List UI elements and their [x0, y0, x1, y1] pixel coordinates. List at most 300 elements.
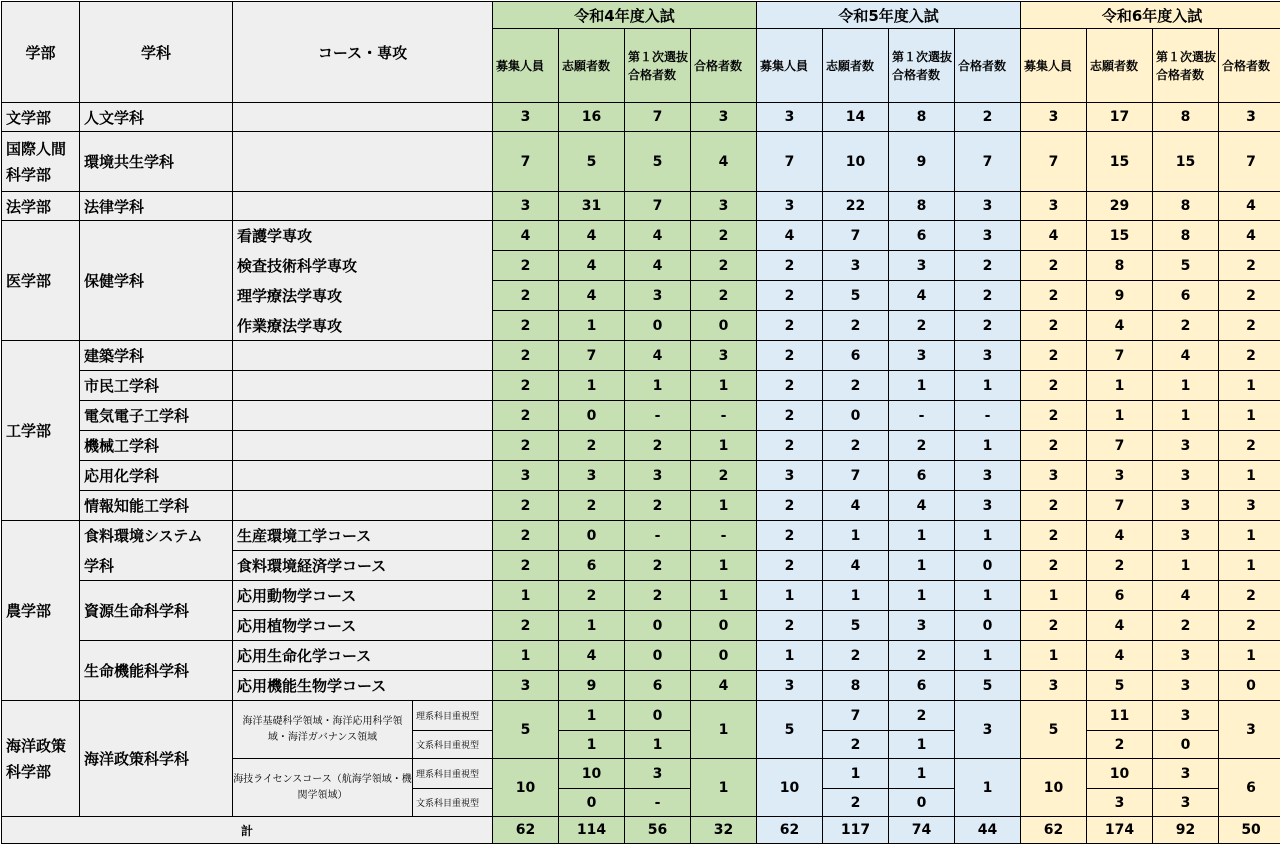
total-value-cell: 44	[955, 817, 1021, 844]
value-cell: 3	[691, 341, 757, 371]
total-value-cell: 114	[559, 817, 625, 844]
value-cell: 1	[559, 731, 625, 759]
subject-cell: 機械工学科	[80, 431, 233, 461]
value-cell: 3	[1153, 671, 1219, 701]
value-cell: 10	[559, 759, 625, 789]
value-cell: 3	[1021, 461, 1087, 491]
value-cell: 5	[823, 611, 889, 641]
value-cell: 3	[1153, 759, 1219, 789]
value-cell: 0	[691, 641, 757, 671]
value-cell: 3	[889, 251, 955, 281]
admission-results-table	[1, 1, 1280, 844]
value-cell: 2	[493, 431, 559, 461]
value-cell: 3	[1153, 461, 1219, 491]
value-cell: 4	[757, 221, 823, 251]
value-cell: 2	[1219, 251, 1280, 281]
value-cell: 16	[559, 103, 625, 132]
header-year-r4: 令和4年度入試	[493, 2, 757, 29]
table-row	[2, 701, 1280, 731]
value-cell: 1	[1219, 461, 1280, 491]
value-cell: 2	[493, 281, 559, 311]
subheader-applicants: 志願者数	[823, 29, 889, 103]
value-cell: 2	[823, 789, 889, 817]
value-cell: 2	[1087, 551, 1153, 581]
value-cell: 2	[757, 281, 823, 311]
value-cell: 7	[493, 132, 559, 192]
value-cell: 3	[1153, 431, 1219, 461]
value-cell: 2	[955, 311, 1021, 341]
value-cell: 1	[955, 521, 1021, 551]
course-cell: 生産環境工学コース	[233, 521, 493, 551]
type-science-label: 理系科目重視型	[413, 701, 493, 731]
subheader-first-pass: 第１次選抜合格者数	[1153, 29, 1219, 103]
table-row	[2, 641, 1280, 671]
value-cell: 4	[889, 281, 955, 311]
value-cell: 2	[1219, 341, 1280, 371]
value-cell: 7	[1087, 341, 1153, 371]
value-cell: 0	[691, 611, 757, 641]
value-cell: 0	[559, 521, 625, 551]
type-literature-label: 文系科目重視型	[413, 731, 493, 759]
total-value-cell: 74	[889, 817, 955, 844]
value-cell: 2	[1021, 491, 1087, 521]
value-cell: 3	[625, 281, 691, 311]
value-cell: 5	[1087, 671, 1153, 701]
total-value-cell: 62	[493, 817, 559, 844]
course-cell: 応用動物学コース	[233, 581, 493, 611]
course-cell: 作業療法学専攻	[233, 311, 493, 341]
dept-cell: 国際人間科学部	[2, 132, 80, 192]
value-cell: 2	[1021, 371, 1087, 401]
value-cell: 3	[1087, 461, 1153, 491]
value-cell: 6	[1087, 581, 1153, 611]
value-cell: 3	[955, 701, 1021, 759]
value-cell: 10	[1021, 759, 1087, 817]
course-cell: 海洋基礎科学領域・海洋応用科学領域・海洋ガバナンス領域	[233, 701, 413, 759]
value-cell: 7	[625, 192, 691, 221]
value-cell: 3	[493, 103, 559, 132]
table-row	[2, 371, 1280, 401]
value-cell: 4	[625, 251, 691, 281]
value-cell: 4	[1087, 641, 1153, 671]
value-cell: 3	[691, 103, 757, 132]
value-cell: 22	[823, 192, 889, 221]
value-cell: 2	[691, 461, 757, 491]
table-row	[2, 221, 1280, 251]
value-cell: 8	[823, 671, 889, 701]
header-course: コース・専攻	[233, 2, 493, 103]
value-cell: 3	[823, 251, 889, 281]
table-row	[2, 401, 1280, 431]
value-cell: 1	[1087, 401, 1153, 431]
value-cell: 1	[955, 371, 1021, 401]
value-cell: 1	[691, 371, 757, 401]
value-cell: 1	[1087, 371, 1153, 401]
value-cell: 1	[625, 731, 691, 759]
value-cell: 1	[1219, 371, 1280, 401]
value-cell: 4	[625, 341, 691, 371]
subject-cell: 法律学科	[80, 192, 233, 221]
value-cell: 7	[823, 221, 889, 251]
value-cell: 2	[1021, 251, 1087, 281]
value-cell: 3	[1021, 192, 1087, 221]
value-cell: 2	[823, 311, 889, 341]
value-cell: 4	[1153, 341, 1219, 371]
value-cell: 1	[1219, 641, 1280, 671]
value-cell: 0	[1153, 731, 1219, 759]
value-cell: 1	[691, 759, 757, 817]
value-cell: 2	[889, 701, 955, 731]
value-cell: 7	[955, 132, 1021, 192]
table-row	[2, 431, 1280, 461]
value-cell: 2	[493, 341, 559, 371]
value-cell: 0	[625, 641, 691, 671]
value-cell: 2	[757, 311, 823, 341]
subheader-passed: 合格者数	[691, 29, 757, 103]
value-cell: 1	[889, 759, 955, 789]
value-cell: 3	[757, 192, 823, 221]
value-cell: 4	[559, 281, 625, 311]
value-cell: 3	[889, 611, 955, 641]
course-cell: 食料環境経済学コース	[233, 551, 493, 581]
value-cell: 5	[559, 132, 625, 192]
value-cell: 10	[823, 132, 889, 192]
value-cell: 3	[955, 221, 1021, 251]
subheader-passed: 合格者数	[955, 29, 1021, 103]
value-cell: 2	[1219, 281, 1280, 311]
value-cell: 2	[625, 551, 691, 581]
value-cell: 0	[1219, 671, 1280, 701]
table-row	[2, 341, 1280, 371]
value-cell: 7	[1087, 431, 1153, 461]
subheader-applicants: 志願者数	[1087, 29, 1153, 103]
value-cell: 2	[1021, 431, 1087, 461]
value-cell: 7	[1219, 132, 1280, 192]
value-cell: 1	[559, 701, 625, 731]
value-cell: 29	[1087, 192, 1153, 221]
value-cell: 3	[493, 671, 559, 701]
value-cell: 0	[691, 311, 757, 341]
value-cell: 2	[1219, 581, 1280, 611]
subheader-quota: 募集人員	[493, 29, 559, 103]
value-cell: 3	[1021, 103, 1087, 132]
subject-cell: 学科	[80, 551, 233, 581]
value-cell: 4	[823, 491, 889, 521]
value-cell: 0	[559, 401, 625, 431]
dept-cell: 農学部	[2, 521, 80, 701]
value-cell: 3	[493, 192, 559, 221]
table-row	[2, 103, 1280, 132]
value-cell: 0	[823, 401, 889, 431]
header-dept: 学部	[2, 2, 80, 103]
value-cell: 2	[559, 431, 625, 461]
type-literature-label: 文系科目重視型	[413, 789, 493, 817]
subheader-first-pass: 第１次選抜合格者数	[625, 29, 691, 103]
value-cell: 2	[757, 251, 823, 281]
value-cell: 2	[493, 371, 559, 401]
value-cell: 3	[559, 461, 625, 491]
value-cell: 5	[955, 671, 1021, 701]
header-subject: 学科	[80, 2, 233, 103]
total-value-cell: 92	[1153, 817, 1219, 844]
value-cell: 2	[493, 611, 559, 641]
value-cell: 1	[889, 371, 955, 401]
value-cell: 1	[955, 641, 1021, 671]
value-cell: 2	[823, 431, 889, 461]
value-cell: 8	[1153, 103, 1219, 132]
value-cell: 2	[1219, 431, 1280, 461]
table-row	[2, 132, 1280, 192]
course-cell: 海技ライセンスコース（航海学領域・機関学領域）	[233, 759, 413, 817]
value-cell: 4	[559, 641, 625, 671]
value-cell: 3	[1153, 701, 1219, 731]
value-cell: 2	[691, 281, 757, 311]
value-cell: 2	[559, 581, 625, 611]
value-cell: 2	[493, 491, 559, 521]
value-cell: 2	[889, 311, 955, 341]
value-cell: 2	[691, 251, 757, 281]
value-cell: 3	[1153, 641, 1219, 671]
value-cell: 1	[823, 759, 889, 789]
value-cell: 2	[1021, 521, 1087, 551]
value-cell: 8	[1153, 221, 1219, 251]
value-cell: 2	[757, 491, 823, 521]
total-value-cell: 117	[823, 817, 889, 844]
total-value-cell: 32	[691, 817, 757, 844]
value-cell: 4	[889, 491, 955, 521]
value-cell: 1	[691, 491, 757, 521]
dept-cell: 海洋政策科学部	[2, 701, 80, 817]
value-cell: 1	[559, 611, 625, 641]
table-row	[2, 192, 1280, 221]
dept-cell: 医学部	[2, 221, 80, 341]
value-cell: 2	[757, 551, 823, 581]
value-cell: 1	[757, 581, 823, 611]
value-cell: 2	[1021, 311, 1087, 341]
value-cell: 10	[757, 759, 823, 817]
total-label: 計	[2, 817, 493, 844]
value-cell: 3	[691, 192, 757, 221]
value-cell: -	[889, 401, 955, 431]
value-cell: 2	[1021, 281, 1087, 311]
value-cell: 2	[757, 521, 823, 551]
value-cell: 1	[691, 551, 757, 581]
subheader-quota: 募集人員	[757, 29, 823, 103]
value-cell: 6	[823, 341, 889, 371]
value-cell: 3	[1153, 789, 1219, 817]
value-cell: 3	[757, 461, 823, 491]
value-cell: 5	[1153, 251, 1219, 281]
value-cell: 2	[1219, 611, 1280, 641]
value-cell: 6	[625, 671, 691, 701]
value-cell: 3	[1153, 521, 1219, 551]
value-cell: 5	[493, 701, 559, 759]
value-cell: 2	[493, 401, 559, 431]
value-cell: 2	[757, 431, 823, 461]
value-cell: 8	[889, 192, 955, 221]
value-cell: 4	[691, 132, 757, 192]
course-cell	[233, 132, 493, 192]
value-cell: 4	[1153, 581, 1219, 611]
value-cell: 1	[955, 581, 1021, 611]
value-cell: 2	[1087, 731, 1153, 759]
subject-cell: 資源生命科学科	[80, 581, 233, 641]
value-cell: 0	[955, 551, 1021, 581]
value-cell: 14	[823, 103, 889, 132]
value-cell: 6	[889, 221, 955, 251]
value-cell: 2	[493, 311, 559, 341]
value-cell: 2	[493, 521, 559, 551]
value-cell: 0	[889, 789, 955, 817]
value-cell: 5	[757, 701, 823, 759]
total-row	[2, 817, 1280, 844]
value-cell: 3	[955, 341, 1021, 371]
value-cell: 1	[493, 581, 559, 611]
value-cell: 2	[757, 611, 823, 641]
value-cell: 5	[823, 281, 889, 311]
value-cell: 2	[757, 401, 823, 431]
total-value-cell: 50	[1219, 817, 1280, 844]
value-cell: 8	[1153, 192, 1219, 221]
value-cell: 15	[1153, 132, 1219, 192]
value-cell: 2	[757, 371, 823, 401]
value-cell: 3	[889, 341, 955, 371]
value-cell: 0	[625, 701, 691, 731]
value-cell: 2	[823, 641, 889, 671]
value-cell: 2	[823, 371, 889, 401]
value-cell: 2	[1021, 551, 1087, 581]
course-cell	[233, 341, 493, 371]
value-cell: 4	[625, 221, 691, 251]
value-cell: 1	[889, 521, 955, 551]
value-cell: 0	[955, 611, 1021, 641]
value-cell: 1	[559, 371, 625, 401]
value-cell: 1	[1219, 521, 1280, 551]
value-cell: 3	[1219, 103, 1280, 132]
subheader-applicants: 志願者数	[559, 29, 625, 103]
value-cell: 3	[1219, 701, 1280, 759]
course-cell	[233, 103, 493, 132]
course-cell: 理学療法学専攻	[233, 281, 493, 311]
value-cell: 7	[1021, 132, 1087, 192]
value-cell: 4	[1087, 611, 1153, 641]
value-cell: 2	[625, 431, 691, 461]
value-cell: 3	[1153, 491, 1219, 521]
value-cell: 2	[757, 341, 823, 371]
value-cell: 2	[559, 491, 625, 521]
value-cell: 4	[1021, 221, 1087, 251]
value-cell: 7	[559, 341, 625, 371]
value-cell: 3	[1219, 491, 1280, 521]
value-cell: 4	[1219, 192, 1280, 221]
value-cell: 3	[625, 759, 691, 789]
value-cell: 6	[889, 461, 955, 491]
value-cell: 4	[493, 221, 559, 251]
value-cell: 1	[691, 431, 757, 461]
value-cell: 7	[1087, 491, 1153, 521]
total-value-cell: 56	[625, 817, 691, 844]
value-cell: 1	[691, 581, 757, 611]
value-cell: 3	[955, 192, 1021, 221]
value-cell: 7	[625, 103, 691, 132]
value-cell: 2	[625, 581, 691, 611]
header-year-r5: 令和5年度入試	[757, 2, 1021, 29]
course-cell: 応用植物学コース	[233, 611, 493, 641]
value-cell: 5	[1021, 701, 1087, 759]
value-cell: 3	[757, 671, 823, 701]
subject-cell: 生命機能科学科	[80, 641, 233, 701]
course-cell: 看護学専攻	[233, 221, 493, 251]
value-cell: 8	[1087, 251, 1153, 281]
value-cell: 2	[955, 103, 1021, 132]
value-cell: 9	[1087, 281, 1153, 311]
total-value-cell: 62	[757, 817, 823, 844]
value-cell: 1	[889, 731, 955, 759]
value-cell: 15	[1087, 221, 1153, 251]
value-cell: 7	[823, 701, 889, 731]
course-cell	[233, 461, 493, 491]
total-value-cell: 62	[1021, 817, 1087, 844]
value-cell: 1	[955, 431, 1021, 461]
value-cell: 1	[889, 581, 955, 611]
course-cell	[233, 431, 493, 461]
course-cell: 応用機能生物学コース	[233, 671, 493, 701]
value-cell: 1	[889, 551, 955, 581]
value-cell: 3	[1087, 789, 1153, 817]
subject-cell: 人文学科	[80, 103, 233, 132]
value-cell: 2	[1219, 311, 1280, 341]
subject-cell: 環境共生学科	[80, 132, 233, 192]
table-row	[2, 551, 1280, 581]
value-cell: 15	[1087, 132, 1153, 192]
course-cell: 検査技術科学専攻	[233, 251, 493, 281]
value-cell: 0	[625, 611, 691, 641]
dept-cell: 工学部	[2, 341, 80, 521]
value-cell: 1	[955, 759, 1021, 817]
value-cell: 2	[823, 731, 889, 759]
value-cell: -	[955, 401, 1021, 431]
course-cell: 応用生命化学コース	[233, 641, 493, 671]
course-cell	[233, 491, 493, 521]
value-cell: 1	[493, 641, 559, 671]
value-cell: 3	[625, 461, 691, 491]
value-cell: 6	[559, 551, 625, 581]
value-cell: 6	[1153, 281, 1219, 311]
value-cell: 1	[1021, 641, 1087, 671]
table-body	[2, 2, 1280, 844]
subject-cell: 応用化学科	[80, 461, 233, 491]
value-cell: 1	[1153, 371, 1219, 401]
value-cell: 2	[889, 641, 955, 671]
value-cell: 4	[1219, 221, 1280, 251]
value-cell: 2	[889, 431, 955, 461]
value-cell: 4	[823, 551, 889, 581]
value-cell: 2	[955, 281, 1021, 311]
value-cell: 7	[823, 461, 889, 491]
table-row	[2, 491, 1280, 521]
value-cell: 8	[889, 103, 955, 132]
value-cell: 1	[757, 641, 823, 671]
value-cell: 10	[493, 759, 559, 817]
value-cell: 4	[559, 251, 625, 281]
value-cell: 2	[955, 251, 1021, 281]
value-cell: -	[625, 789, 691, 817]
value-cell: -	[691, 521, 757, 551]
subheader-quota: 募集人員	[1021, 29, 1087, 103]
value-cell: 3	[955, 461, 1021, 491]
subject-cell: 保健学科	[80, 221, 233, 341]
value-cell: 1	[1153, 551, 1219, 581]
